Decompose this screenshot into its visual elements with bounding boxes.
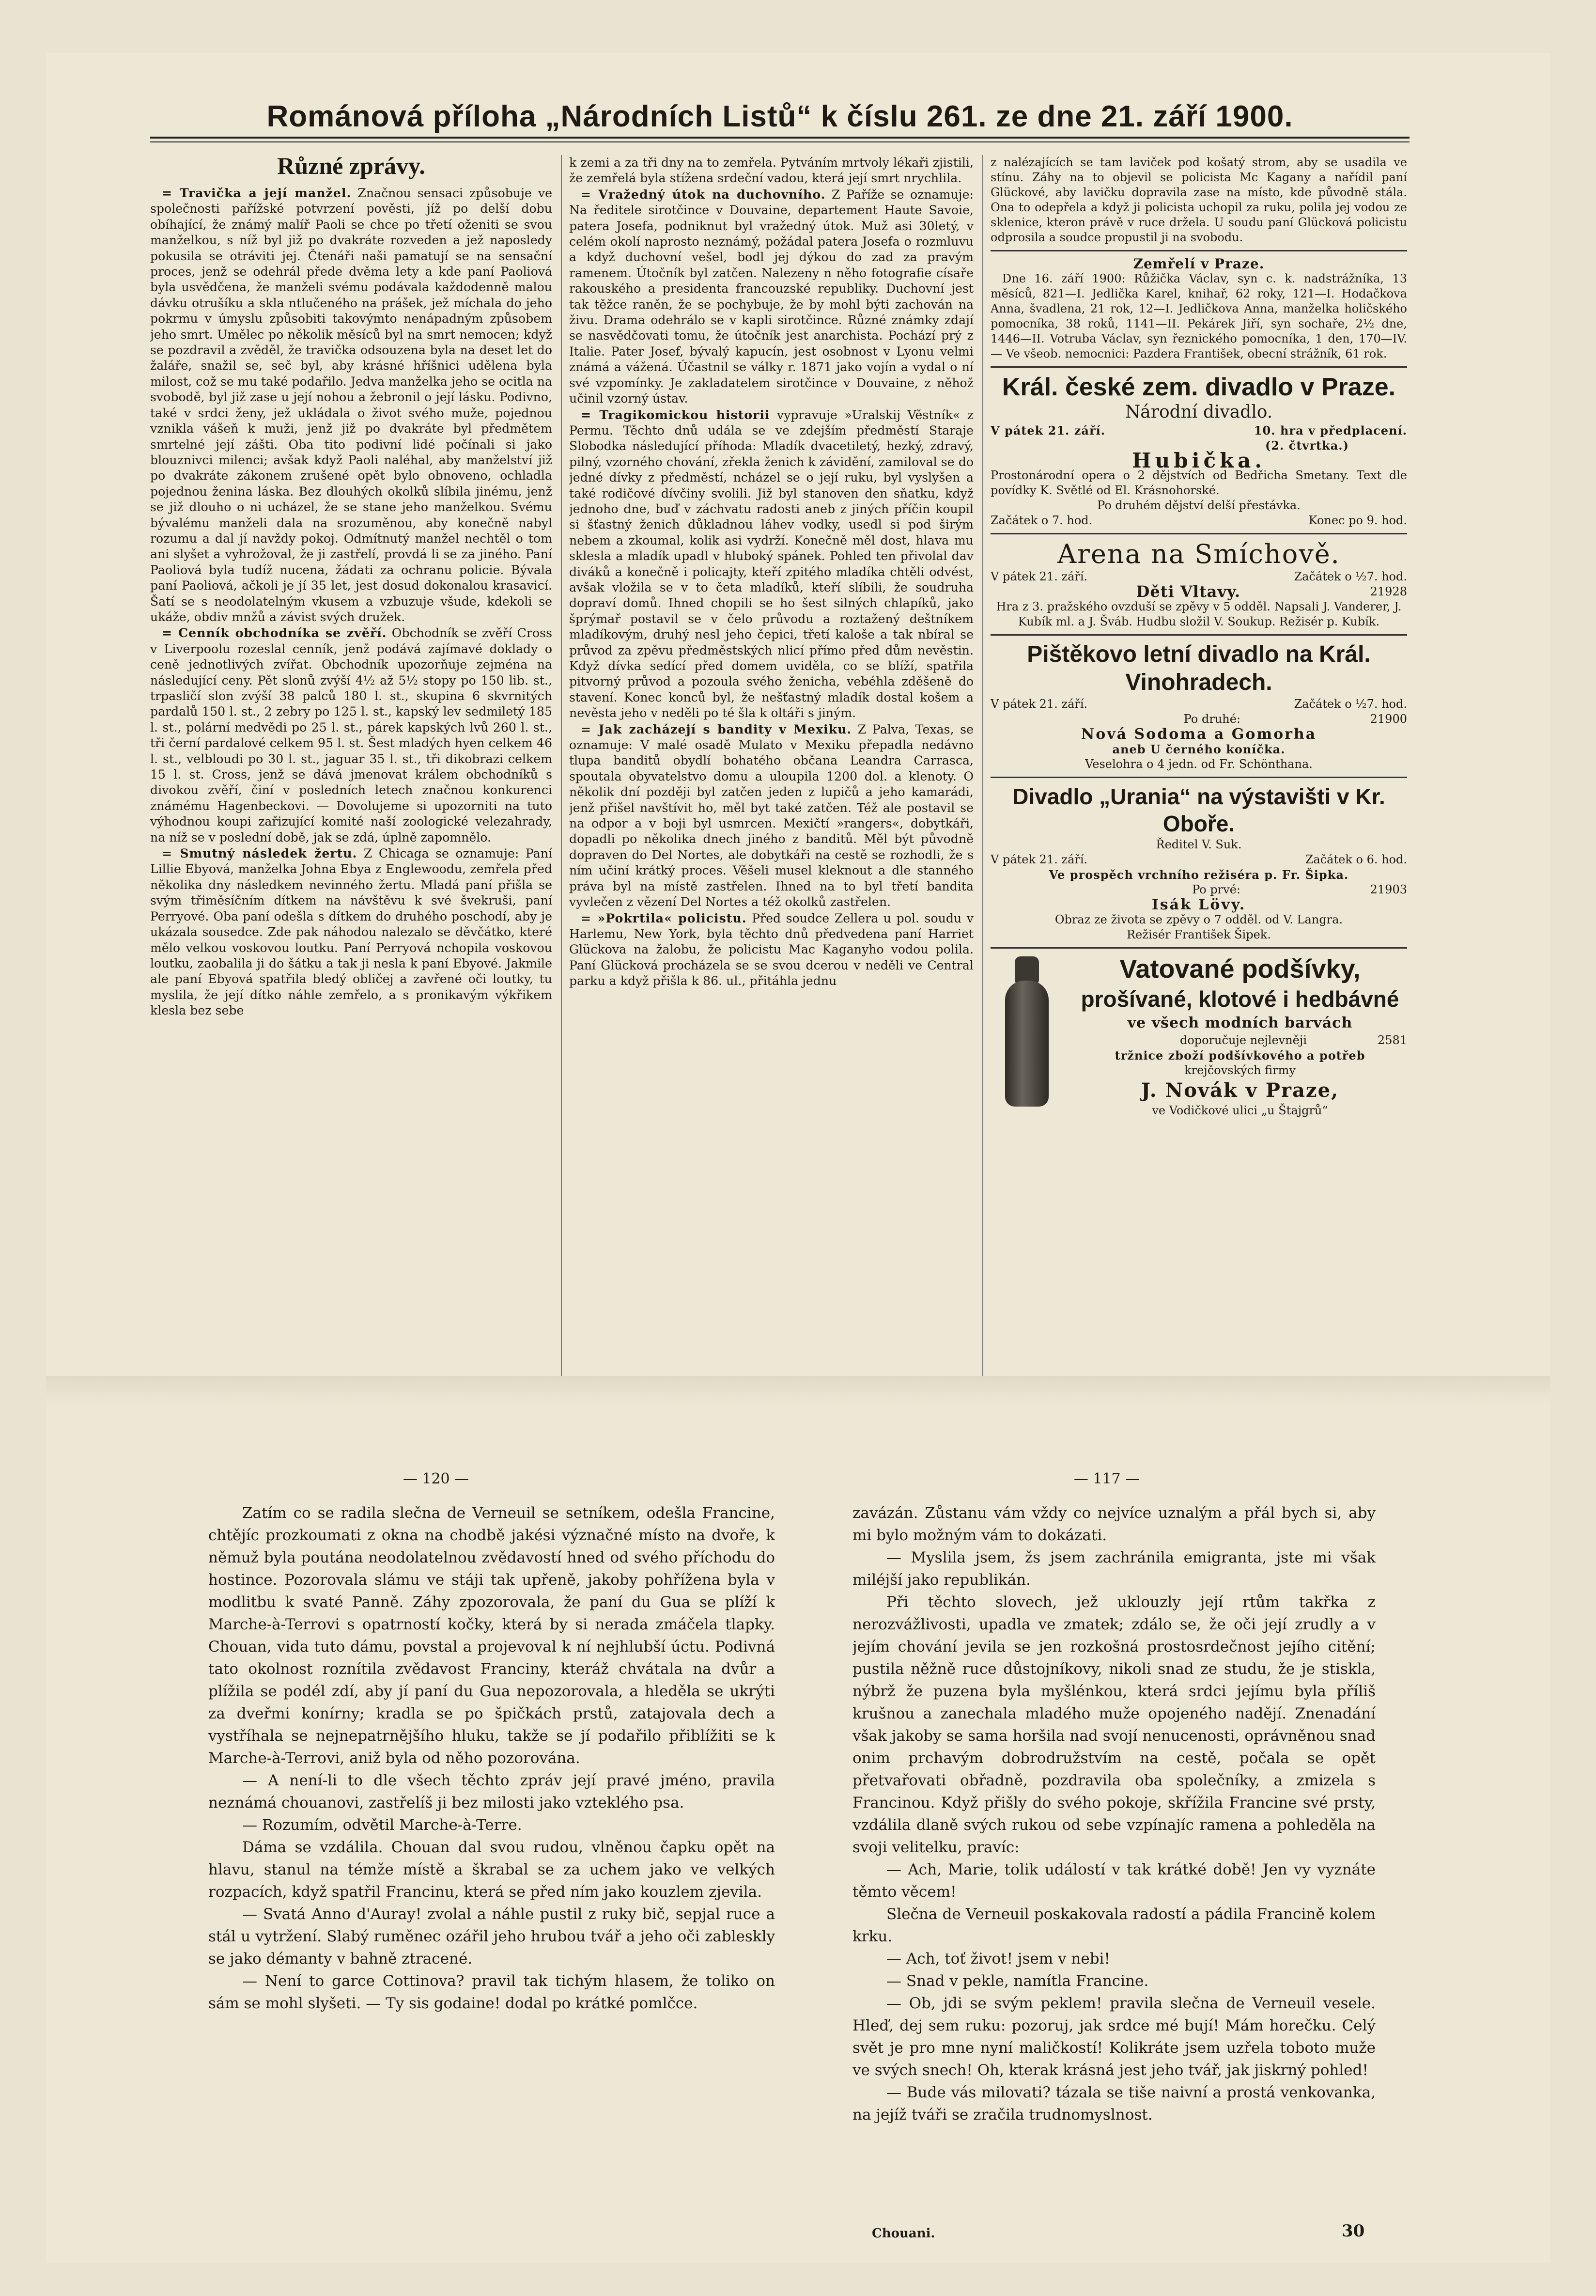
article-text: Z Chicaga se oznamuje: Paní Lillie Ebyová, manželka Johna Ebya z Englewoodu, zemřela před několika dny následkem nevinného žertu. Mladá paní přišla se svým třiměsíčním dítkem na návštěvu k své švekruši, paní Perryové. Oba paní odešla s dítkem do druhého poschodí, aby je ukázala sousedce. Zde pak náhodou nalezalo se děvčátko, které mělo velkou voskovou loutku. Paní Perryová nchopila voskovou loutku, zaobalila ji do šátku a tak ji nesla k paní Ebyové. Jakmile ale paní Ebyová spatřila bledý obličej a zavřené oči loutky, tu myslila, že její dítko náhle zemřelo, a s pronikavým výkřikem klesla bez sebe <box>150 846 552 1018</box>
arena-number: 21928 <box>1370 585 1407 598</box>
paragraph: — Bude vás milovati? tázala se tiše naivní a prostá venkovanka, na jejíž tváři se zračila trudnomyslnost. <box>852 2084 1376 2124</box>
theatre-end: Konec po 9. hod. <box>1308 514 1407 527</box>
article-head: = Vražedný útok na duchovního. <box>581 187 826 202</box>
article-head: = Jak zacházejí s bandity v Mexiku. <box>581 721 852 736</box>
arena-date: V pátek 21. září. <box>991 570 1088 583</box>
article-text: z nalézajících se tam laviček pod košatý strom, aby se usadila ve stínu. Záhy na to objevil se policista Mc Kagany a nařídil paní Glückové, aby lavičku dopravila zase na místo, kde původně stála. Ona to odepřela a když ji policista uchopil za ruku, polila jej vodou ze sklenice, kteron právě v ruce držela. U soudu paní Glücková policistu odprosila a soudce propustil ji na svobodu. <box>991 156 1407 244</box>
divider <box>991 366 1407 368</box>
urania-play: Isák Lövy. <box>1151 896 1246 913</box>
section-title: Různé zprávy. <box>277 152 425 179</box>
divider <box>991 947 1407 949</box>
article-head: = »Pokrtila« policistu. <box>581 910 747 925</box>
theatre-time-row <box>991 513 1407 528</box>
header-rule-thin <box>150 141 1410 142</box>
paragraph: — Svatá Anno d'Auray! zvolal a náhle pustil z ruky bič, sepjal ruce a stál u vytržení. Slabý ruměnec ozářil jeho hrubou tvář a jeho oči zableskly se jako démanty v bahně ztracené. <box>208 1906 775 1968</box>
theatre-date: V pátek 21. září. <box>991 423 1106 437</box>
novel-left-page <box>208 1502 775 2258</box>
article-text: Značnou sensaci způsobuje ve společnosti pařížské potvrzení pověsti, jíž po delší dobu obíhající, že známý malíř Paoli se chce po třetí oženiti se svou manželkou, s níž byl již po dvakráte rozveden a jež naposledy pokusila se otráviti jej. Čtenáři naši pamatují se na sensační proces, jenž se odehrál přede dvěma lety a kde paní Paoliová byla usvědčena, že manželi svému podávala každodenně malou dávku otrušíku a skla ntlučeného na prášek, jež míchala do jeho pokrmu v úmyslu způsobiti takovýmto nenápadným způsobem jeho smrt. Umělec po několik měsíců byl na smrt nemocen; když se pozdravil a zvěděl, že travička odsouzena byla na deset let do žaláře, snažil se, seč byl, aby krásné hříšnici udělena byla milost, což se mu také podařilo. Jedva manželka jeho se ocitla na svobodě, byl již zase u její nohou a žebronil o její lásku. Podivno, také v srdci ženy, jež ukládala o život svého muže, pojednou vznikla vášeň k muži, jenž již po dvakráte byl předmětem smrtelné její zášti. Oba tito podivní lidé počínali si jako blouznivci milenci; avšak když Paoli naléhal, aby manželství již po dvakráte zákonem zrušené opět bylo obnoveno, ochladla pojednou ženina láska. Bez dlouhých okolků slíbila jinému, jenž se již dlouho o ni ucházel, že se stane jeho manželkou. Svému bývalému manželi dala na srozuměnou, aby konečně nabyl rozumu a dal jí navždy pokoj. Odmítnutý manžel nechtěl o tom ani slyšet a vyhrožoval, že ji zastřelí, provdá li se za jiného. Paní Paoliová byla tudíž nucena, žádati za ochranu policie. Bývala paní Paoliová, ačkoli je jí 35 let, jest dosud dokonalou krasavicí. Šatí se s neodolatelným vkusem a vzbuzuje všude, kdekoli se ukáže, obdiv mnžů a závist svých družek. <box>150 186 552 624</box>
article <box>150 185 552 625</box>
column-2 <box>569 155 974 1376</box>
theatre-desc: Prostonárodní opera o 2 dějstvích od Bedřicha Smetany. Text dle povídky K. Světlé od El. Krásnohorské. <box>991 469 1407 497</box>
article <box>150 845 552 1018</box>
header-rule <box>150 137 1410 139</box>
theatre-start: Začátek o 7. hod. <box>991 514 1093 527</box>
article <box>150 625 552 845</box>
article-head: = Travička a její manžel. <box>162 186 352 200</box>
paragraph: — A není-li to dle všech těchto zpráv její pravé jméno, pravila neznámá chouanovi, zastřelíš ji bez milosti jako vzteklého psa. <box>208 1772 775 1812</box>
page-number-left: — 120 — <box>403 1470 469 1487</box>
paragraph: — Není to garce Cottinova? pravil tak tichým hlasem, že toliko on sám se mohl slyšeti. — Ty sis godaine! dodal po krátké pomlčce. <box>208 1972 775 2012</box>
ad-row <box>1073 1033 1407 1048</box>
article <box>569 407 974 721</box>
pistek-play: Nová Sodoma a Gomorha <box>1081 726 1317 743</box>
column-1 <box>150 150 552 1376</box>
ad-line6: krejčovských firmy <box>1184 1063 1296 1077</box>
divider <box>991 777 1407 778</box>
footer-page-number: 30 <box>1342 2221 1365 2241</box>
theatre-date-row <box>991 423 1407 438</box>
ad-line1: Vatované podšívky, <box>1119 954 1361 984</box>
novel-right-page <box>852 1502 1376 2204</box>
theatre-pause: Po druhém dějství delší přestávka. <box>1097 499 1301 512</box>
arena-start: Začátek o ½7. hod. <box>1294 570 1407 583</box>
urania-date: V pátek 21. září. <box>991 853 1088 866</box>
divider <box>991 634 1407 636</box>
urania-desc: Obraz ze života se zpěvy o 7 odděl. od V. Langra. <box>1054 913 1343 926</box>
corset-body-shape <box>1005 981 1049 1107</box>
urania-number: 21903 <box>1370 883 1407 896</box>
arena-desc: Hra z 3. pražského ovzduší se zpěvy v 5 odděl. Napsali J. Vanderer, J. Kubík ml. a J. Šváb. Hudbu složil V. Soukup. Režisér p. Kubík. <box>996 600 1402 628</box>
pistek-number: 21900 <box>1370 712 1407 726</box>
corset-illustration <box>991 956 1063 1116</box>
ad-line3: ve všech modních barvách <box>1127 1015 1353 1031</box>
divider <box>991 533 1407 534</box>
paragraph: Slečna de Verneuil poskakovala radostí a pádila Francině kolem krku. <box>852 1906 1376 1945</box>
urania-start: Začátek o 6. hod. <box>1305 853 1407 866</box>
article-head: = Cenník obchodníka se zvěří. <box>162 625 387 640</box>
theatre-subscription: 10. hra v předplacení. <box>1254 423 1407 437</box>
ad-line2: prošívané, klotové i hedbávné <box>1081 986 1399 1012</box>
theatre-title: Král. české zem. divadlo v Praze. <box>1002 373 1396 401</box>
pistek-start: Začátek o ½7. hod. <box>1294 697 1407 711</box>
paragraph: — Snad v pekle, namítla Francine. <box>886 1972 1149 1990</box>
urania-director2: Režisér František Šipek. <box>1127 928 1271 941</box>
paragraph: — Ob, jdi se svým peklem! pravila slečna de Verneuil vesele. Hleď, dej sem ruku: pozoruj, jak srdce mé bují! Mám horečku. Celý svět je pro mne nyní maličkostí! Kolikráte jsem uzřela toboto muže ve svých snech! Oh, kterak krásná jest jeho tvář, jak jiskrný pohled! <box>852 1995 1376 2079</box>
article <box>569 155 974 187</box>
article <box>569 721 974 910</box>
urania-title: Divadlo „Urania“ na výstavišti v Kr. Oboře. <box>1012 784 1385 836</box>
page-fold <box>46 1376 1550 1405</box>
article-text: Z Paříže se oznamuje: Na ředitele sirotčince v Douvaine, departement Haute Savoie, patera Josefa, podniknut byl vražedný útok. Muž asi 30letý, v celém okolí naprosto neznámý, požádal patera Josefa o rozmluvu a když duchovní vešel, bodl jej dýkou do zad za pravým ramenem. Útočník byl zatčen. Nalezeny n něho fotografie císaře rakouského a presidenta francouzské republiky. Duchovní jest tak těžce raněn, že se pochybuje, že by mohl býti zachován na živu. Drama odehrálo se v kapli sirotčince. Různé známky zdají se nasvědčovati tomu, že útočník jest anarchista. Pochází prý z Italie. Pater Josef, bývalý kapucín, jest osobnost v Lyonu velmi známá a vážená. Účastnil se války r. 1871 jako vojín a vydal o ní své vzpomínky. Je zakladatelem sirotčince v Douvaine, z něhož učinil vzorný ústav. <box>569 187 974 406</box>
paragraph: Dáma se vzdálila. Chouan dal svou rudou, vlněnou čapku opět na hlavu, stanul na témže místě a škrabal se za uchem jako ve velkých rozpacích, když spatřil Francinu, která se před ním jako kouzlem zjevila. <box>208 1839 775 1901</box>
article-head: = Smutný následek žertu. <box>162 846 357 861</box>
arena-play: Děti Vltavy. <box>1136 582 1240 601</box>
arena-title: Arena na Smíchově. <box>1057 539 1340 569</box>
theatre-play: Hubička. <box>1131 449 1266 472</box>
pistek-title: Pištěkovo letní divadlo na Král. Vinohradech. <box>1027 641 1371 695</box>
ad-number: 2581 <box>1377 1033 1407 1047</box>
pistek-date-row <box>991 697 1407 712</box>
ad-firm: J. Novák v Praze, <box>1141 1079 1339 1102</box>
footer-title: Chouani. <box>872 2226 935 2241</box>
corset-ad <box>991 953 1407 1118</box>
ad-line5: tržnice zboží podšívkového a potřeb <box>1115 1048 1365 1062</box>
page-number-right: — 117 — <box>1073 1470 1140 1487</box>
arena-play-row <box>991 584 1407 599</box>
article <box>569 187 974 407</box>
pistek-first: Po druhé: <box>1183 712 1240 726</box>
pistek-date: V pátek 21. září. <box>991 697 1088 711</box>
urania-first: Po prvé: <box>1192 883 1240 896</box>
article-text: Obchodník se zvěří Cross v Liverpoolu rozeslal cenník, jenž podává zajímavé doklady o ceně jednotlivých zvířat. Obchodník upozorňuje zejména na následující ceny. Pět slonů zvýší 4½ až 5½ stopy po 150 lib. st., trpasličí slon zvýší 38 palců 180 l. st., skupina 6 skvrnitých pardalů 150 l. st., 2 zebry po 125 l. st., kapský lev sedmiletý 185 l. st., polární medvědi po 25 l. st., párek kapských lvů 260 l. st., tři černí pardalové celkem 95 l. st. Šest mladých hyen celkem 46 l. st., velbloudi po 30 l. st., jaguar 35 l. st., tři dikobrazi celkem 15 l. st. Cross, jenž se dává jmenovat králem obchodníků s divokou zvěří, činí v posledních letech značnou konkurenci známému Hagenbeckovi. — Dovolujeme si upozorniti na tuto výhodnou koupi zařizující komité naší zoologické velezahrady, na níž se v poslední době, jak se zdá, úplně zapomnělo. <box>150 626 552 844</box>
page-header: Románová příloha „Národních Listů“ k číslu 261. ze dne 21. září 1900. <box>266 100 1293 133</box>
pistek-desc: Veselohra o 4 jedn. od Fr. Schönthana. <box>1085 757 1313 771</box>
theatre-quarter: (2. čtvrtka.) <box>1265 438 1349 453</box>
urania-date-row <box>991 852 1407 867</box>
paragraph: zavázán. Zůstanu vám vždy co nejvíce uznalým a přál bych si, aby mi bylo možným vám to dokázati. <box>852 1504 1376 1544</box>
column-divider <box>982 155 983 1376</box>
urania-benefit: Ve prospěch vrchního režiséra p. Fr. Šipka. <box>1049 868 1349 882</box>
paragraph: Zatím co se radila slečna de Verneuil se setníkem, odešla Francine, chtějíc prozkoumati z okna na chodbě jakési význačné místo na dvoře, k němuž byla poutána neodolatelnou zvědavostí hned od svého příchodu do hostince. Pozorovala slámu ve stáji tak upřeně, jakoby pohřížena byla v modlitbu k svaté Panně. Záhy zpozorovala, že paní du Gua se plíží k Marche-à-Terrovi s opatrností kočky, která by si nerada zmáčela tlapky. Chouan, vida tuto dámu, povstal a projevoval k ní nejhlubší úctu. Podivná tato okolnost roznítila zvědavost Franciny, kteráž chvátala na dvůr a plížila se podél zdí, aby jí paní du Gua nepozorovala, a hleděla se ukrýti za dveřmi konírny; kradla se po špičkách prstů, zatajovala dech a vystříhala se nejnepatrnějšího hluku, takže se jí podařilo přiblížiti se k Marche-à-Terrovi, aniž byla od něho pozorována. <box>208 1504 775 1767</box>
pistek-first-row <box>991 712 1407 727</box>
urania-first-row <box>991 882 1407 897</box>
article <box>569 910 974 989</box>
paragraph: — Ach, toť život! jsem v nebi! <box>886 1950 1110 1968</box>
article-text: vypravuje »Uralskij Věstník« z Permu. Těchto dnů udála se ve zdejším předměstí Staraje Slobodka následující příhoda: Mladík dvacetiletý, hezký, zdravý, pilný, vzorného chování, zřekla ženich k závidění, zamiloval se do jedné dívky z předměstí, ncházel se o její ruku, byl vyslyšen a také rodičové dívčiny svolili. Již byl stanoven den sňatku, když jednoho dne, buď v záchvatu radosti aneb z jiných příčin koupil si šťastný ženich důkladnou láhev vodky, usedl si pod širým nebem a zkoumal, kolik asi vydrží. Konečně měl dost, hlava mu sklesla a mladík upadl v hluboký spánek. Pohled ten přivolal dav diváků a konečně i policajty, kteří zpitého mladíka chtěli odvést, avšak vložila se v to četa mladíků, kteří slíbili, že soudruha dopraví domů. Ihned chopili se ho šest silných chlapíků, jako šprýmař postavil se v čelo průvodu a roztažený deštníkem mladíkovým, druhý nesl jeho čepici, třetí kaloše a tak nbíral se průvod za zpěvu předměstských nlicí přímo před dům nevěstin. Když dívka sedící před domem uviděla, co se blíží, spatřila pitvorný průvod a pozoula svého ženicha, vebéhla zděšeně do stavení. Konec konců byl, že nešťastný mladík dostal košem a nevěsta jeho v neděli po té šla k oltáři s jiným. <box>569 407 974 720</box>
paragraph: — Myslila jsem, žs jsem zachránila emigranta, jste mi však miléjší jako republikán. <box>852 1549 1376 1589</box>
ad-address: ve Vodičkové ulici „u Štajgrů“ <box>1152 1104 1328 1117</box>
theatre-subtitle: Národní divadlo. <box>1125 402 1273 422</box>
deaths-title: Zemřelí v Praze. <box>1133 256 1265 272</box>
column-3 <box>991 155 1407 1376</box>
article-text: Před soudce Zellera u pol. soudu v Harlemu, New York, byla těchto dnů předvedena paní Harriet Glückova na žalobu, že policistu Mac Kaganyho vodou polila. Paní Glücková procházela se se svou dcerou v neděli ve Central parku a když přišla k 86. ul., přitáhla jednu <box>569 911 974 988</box>
article-text: Z Palva, Texas, se oznamuje: V malé osadě Mulato v Mexiku přepadla nedávno tlupa banditů obydlí bohatého občana Leandra Carrasca, spoutala obyvatelstvo domu a uloupila 1200 dol. a klenoty. O několik dní později byl zatčen jeden z lupičů a jeho kamarádi, jenž přišel navštívit ho, měl byt také zatčen. Též ale postavil se na odpor a v boji byl usmrcen. Mexičtí »rangers«, dobytkáři, dopadli po několika dnech jiného z banditů. Měl být původně dopraven do Del Nortes, ale dobytkáři na cestě se rozhodli, že s ním učiní krátký proces. Věšeli musel kleknout a dle stanného práva byl na místě zastřelen. Ihned na to byl třetí bandita vyvlečen z vězení Del Nortes a též okolků zastřelen. <box>569 722 974 909</box>
paragraph: — Ach, Marie, tolik událostí v tak krátké době! Jen vy vyznáte těmto věcem! <box>852 1861 1376 1901</box>
urania-director: Ředitel V. Suk. <box>1156 838 1242 851</box>
column-divider <box>561 155 562 1376</box>
article-text: k zemi a za tři dny na to zemřela. Pytváním mrtvoly lékaři zjistili, že zemřelá byla stížena srdeční vadou, která její smrt nrychlila. <box>569 156 974 186</box>
ad-line4: doporučuje nejlevněji <box>1179 1033 1307 1047</box>
paragraph: — Rozumím, odvětil Marche-à-Terre. <box>242 1816 522 1834</box>
deaths-list: Dne 16. září 1900: Růžička Václav, syn c. k. nadstrážníka, 13 měsíců, 821—I. Jedlička Karel, knihař, 62 roky, 121—I. Hodačkova Anna, švadlena, 21 rok, 12—I. Jedličkova Anna, manželka holičského pomocníka, 38 roků, 1141—II. Pekárek Jiří, syn sochaře, 2½ dne, 1446—II. Votruba Václav, syn řeznického pomocníka, 1 den, 170—IV. — Ve všeob. nemocnici: Pazdera František, obecní strážník, 61 rok. <box>991 272 1407 360</box>
paragraph: Při těchto slovech, jež uklouzly její rtům takřka z nerozvážlivosti, upadla ve zmatek; zdálo se, že oči její zrudly a v jejím chování jevila se jen rozkošná prostosrdečnost jejího citění; pustila něžně ruce důstojníkovy, nikoli snad ze studu, že je stiskla, nýbrž že puzena byla myšlénkou, která srdci jejímu byla příliš krušnou a zanechala mladého muže opojeného nadějí. Znenadání však jakoby se sama horšila nad svojí nenucenosti, oprávněnou snad onim prchavým dobrodružstvím na cestě, počala se opět přetvařovati obřadně, pozdravila oba společníky, a zmizela s Francinou. Když přišly do svého pokoje, skřížila Francine své prsty, vzdálila dlaně svých rukou od sebe vzpínajíc ramena a pohleděla na svoji velitelku, pravíc: <box>852 1593 1376 1856</box>
pistek-play-subtitle: aneb U černého koníčka. <box>1112 742 1286 756</box>
divider <box>991 250 1407 251</box>
article-head: = Tragikomickou historii <box>581 407 770 422</box>
